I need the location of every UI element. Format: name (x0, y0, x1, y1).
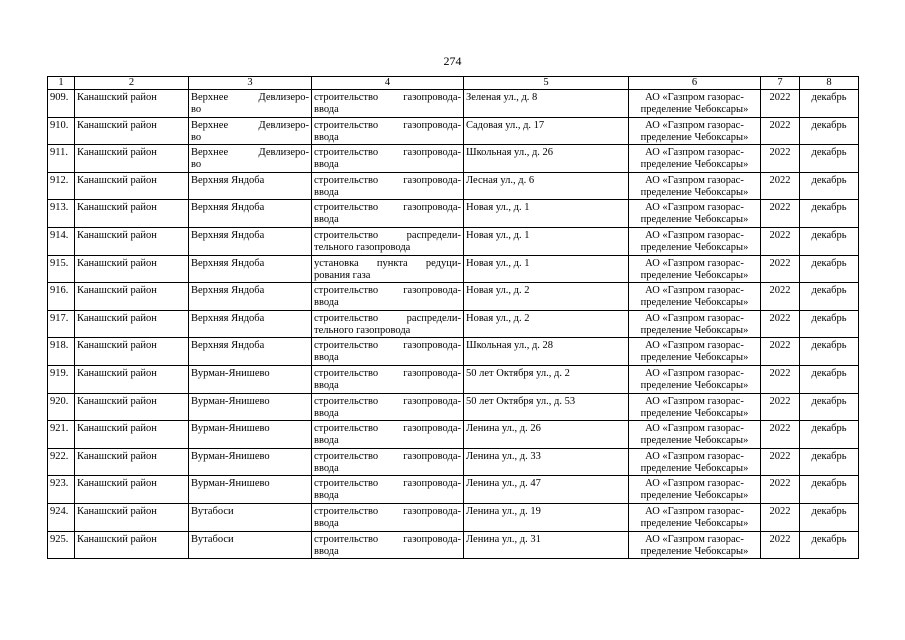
address-cell: 50 лет Октября ул., д. 53 (464, 393, 629, 421)
organization-cell-line: пределение Чебоксары» (640, 407, 749, 419)
table-row (48, 448, 859, 476)
organization-cell-line: АО «Газпром газорас- (645, 505, 744, 517)
organization-cell-line: АО «Газпром газорас- (645, 92, 744, 103)
row-number-cell: 922. (48, 448, 75, 476)
row-number-cell: 909. (48, 90, 75, 118)
month-cell: декабрь (800, 227, 859, 255)
organization-cell (629, 531, 761, 559)
row-number-cell: 920. (48, 393, 75, 421)
work-type-cell (312, 227, 464, 255)
work-type-cell-line: строительство распредели- (314, 312, 461, 324)
organization-cell (629, 421, 761, 449)
year-cell: 2022 (761, 200, 800, 228)
month-cell: декабрь (800, 172, 859, 200)
locality-cell-line: Верхняя Яндоба (191, 340, 265, 352)
organization-cell-line: АО «Газпром газорас- (645, 229, 744, 241)
organization-cell-line: пределение Чебоксары» (640, 490, 749, 502)
locality-cell-line: во (191, 104, 202, 115)
row-number-cell: 917. (48, 310, 75, 338)
locality-cell-line: Верхняя Яндоба (191, 312, 265, 324)
district-cell: Канашский район (75, 283, 189, 311)
organization-cell-line: пределение Чебоксары» (640, 297, 749, 309)
work-type-cell-line: установка пункта редуци- (314, 257, 461, 269)
address-cell: 50 лет Октября ул., д. 2 (464, 365, 629, 393)
month-cell: декабрь (800, 310, 859, 338)
district-cell: Канашский район (75, 310, 189, 338)
locality-cell (189, 90, 312, 118)
work-type-cell-line: строительство газопровода- (314, 367, 461, 379)
address-cell: Ленина ул., д. 19 (464, 503, 629, 531)
work-type-cell-line: ввода (314, 435, 339, 447)
organization-cell (629, 90, 761, 118)
table-row (48, 117, 859, 145)
organization-cell (629, 283, 761, 311)
work-type-cell-line: рования газа (314, 269, 371, 281)
organization-cell (629, 117, 761, 145)
district-cell: Канашский район (75, 531, 189, 559)
organization-cell-line: пределение Чебоксары» (640, 159, 749, 171)
organization-cell (629, 310, 761, 338)
organization-cell (629, 476, 761, 504)
locality-cell-line: Верхняя Яндоба (191, 257, 265, 269)
month-cell: декабрь (800, 338, 859, 366)
work-type-cell-line: ввода (314, 297, 339, 309)
address-cell: Ленина ул., д. 47 (464, 476, 629, 504)
work-type-cell (312, 393, 464, 421)
table-row (48, 476, 859, 504)
locality-cell (189, 476, 312, 504)
district-cell: Канашский район (75, 200, 189, 228)
row-number-cell: 914. (48, 227, 75, 255)
table-row (48, 90, 859, 118)
locality-cell (189, 503, 312, 531)
table-row (48, 365, 859, 393)
work-type-cell (312, 255, 464, 283)
address-cell: Ленина ул., д. 26 (464, 421, 629, 449)
locality-cell (189, 421, 312, 449)
row-number-cell: 925. (48, 531, 75, 559)
work-type-cell-line: строительство газопровода- (314, 174, 461, 186)
work-type-cell (312, 200, 464, 228)
organization-cell-line: пределение Чебоксары» (640, 545, 749, 557)
year-cell: 2022 (761, 421, 800, 449)
row-number-cell: 915. (48, 255, 75, 283)
organization-cell-line: пределение Чебоксары» (640, 324, 749, 336)
column-header: 1 (48, 77, 75, 90)
locality-cell (189, 448, 312, 476)
organization-cell-line: пределение Чебоксары» (640, 269, 749, 281)
row-number-cell: 923. (48, 476, 75, 504)
year-cell: 2022 (761, 365, 800, 393)
organization-cell-line: пределение Чебоксары» (640, 462, 749, 474)
district-cell: Канашский район (75, 172, 189, 200)
work-type-cell-line: ввода (314, 379, 339, 391)
district-cell: Канашский район (75, 90, 189, 118)
year-cell: 2022 (761, 531, 800, 559)
work-type-cell (312, 531, 464, 559)
organization-cell-line: АО «Газпром газорас- (645, 285, 744, 297)
district-cell: Канашский район (75, 365, 189, 393)
work-type-cell-line: строительство газопровода- (314, 395, 461, 407)
month-cell: декабрь (800, 531, 859, 559)
district-cell: Канашский район (75, 448, 189, 476)
month-cell: декабрь (800, 476, 859, 504)
locality-cell (189, 338, 312, 366)
month-cell: декабрь (800, 145, 859, 173)
locality-cell (189, 145, 312, 173)
work-type-cell (312, 448, 464, 476)
organization-cell (629, 393, 761, 421)
address-cell: Ленина ул., д. 33 (464, 448, 629, 476)
organization-cell-line: пределение Чебоксары» (640, 379, 749, 391)
row-number-cell: 910. (48, 117, 75, 145)
table-row (48, 200, 859, 228)
organization-cell-line: пределение Чебоксары» (640, 241, 749, 253)
column-header: 3 (189, 77, 312, 90)
work-type-cell-line: ввода (314, 131, 339, 143)
organization-cell-line: АО «Газпром газорас- (645, 423, 744, 435)
work-type-cell-line: строительство газопровода- (314, 147, 461, 159)
work-type-cell-line: строительство газопровода- (314, 478, 461, 490)
month-cell: декабрь (800, 117, 859, 145)
row-number-cell: 919. (48, 365, 75, 393)
table-row (48, 338, 859, 366)
locality-cell-line: Верхняя Яндоба (191, 174, 265, 186)
table-row (48, 503, 859, 531)
work-type-cell-line: тельного газопровода (314, 241, 411, 253)
row-number-cell: 911. (48, 145, 75, 173)
column-header: 7 (761, 77, 800, 90)
work-type-cell (312, 421, 464, 449)
month-cell: декабрь (800, 393, 859, 421)
address-cell: Школьная ул., д. 26 (464, 145, 629, 173)
work-type-cell-line: ввода (314, 545, 339, 557)
table-row (48, 421, 859, 449)
locality-cell (189, 200, 312, 228)
locality-cell-line: Вурман-Янишево (191, 478, 270, 490)
month-cell: декабрь (800, 90, 859, 118)
table-row (48, 145, 859, 173)
month-cell: декабрь (800, 503, 859, 531)
address-cell: Садовая ул., д. 17 (464, 117, 629, 145)
organization-cell-line: АО «Газпром газорас- (645, 312, 744, 324)
work-type-cell-line: ввода (314, 186, 339, 198)
year-cell: 2022 (761, 90, 800, 118)
work-type-cell (312, 310, 464, 338)
address-cell: Школьная ул., д. 28 (464, 338, 629, 366)
district-cell: Канашский район (75, 227, 189, 255)
year-cell: 2022 (761, 117, 800, 145)
table-row (48, 227, 859, 255)
month-cell: декабрь (800, 448, 859, 476)
district-cell: Канашский район (75, 255, 189, 283)
locality-cell (189, 283, 312, 311)
organization-cell-line: АО «Газпром газорас- (645, 395, 744, 407)
locality-cell-line: во (191, 159, 202, 171)
organization-cell (629, 338, 761, 366)
locality-cell-line: Вурман-Янишево (191, 450, 270, 462)
work-type-cell-line: ввода (314, 159, 339, 171)
organization-cell (629, 200, 761, 228)
address-cell: Лесная ул., д. 6 (464, 172, 629, 200)
work-type-cell-line: строительство газопровода- (314, 285, 461, 297)
address-cell: Новая ул., д. 1 (464, 227, 629, 255)
organization-cell-line: АО «Газпром газорас- (645, 340, 744, 352)
column-header: 8 (800, 77, 859, 90)
locality-cell-line: Верхнее Девлизеро- (191, 119, 309, 131)
work-type-cell-line: строительство распредели- (314, 229, 461, 241)
organization-cell-line: АО «Газпром газорас- (645, 119, 744, 131)
year-cell: 2022 (761, 310, 800, 338)
locality-cell-line: Вутабоси (191, 533, 234, 545)
organization-cell-line: АО «Газпром газорас- (645, 478, 744, 490)
district-cell: Канашский район (75, 338, 189, 366)
locality-cell-line: Верхняя Яндоба (191, 202, 265, 214)
address-cell: Новая ул., д. 1 (464, 255, 629, 283)
organization-cell-line: пределение Чебоксары» (640, 214, 749, 226)
table-row (48, 393, 859, 421)
work-type-cell (312, 283, 464, 311)
work-type-cell-line: ввода (314, 214, 339, 226)
organization-cell (629, 172, 761, 200)
locality-cell (189, 117, 312, 145)
address-cell: Новая ул., д. 2 (464, 283, 629, 311)
organization-cell-line: пределение Чебоксары» (640, 104, 749, 115)
organization-cell (629, 503, 761, 531)
organization-cell-line: пределение Чебоксары» (640, 186, 749, 198)
locality-cell-line: Верхнее Девлизеро- (191, 147, 309, 159)
work-type-cell-line: ввода (314, 462, 339, 474)
organization-cell-line: АО «Газпром газорас- (645, 367, 744, 379)
column-header: 5 (464, 77, 629, 90)
table-row (48, 310, 859, 338)
year-cell: 2022 (761, 283, 800, 311)
organization-cell-line: АО «Газпром газорас- (645, 257, 744, 269)
work-type-cell-line: ввода (314, 490, 339, 502)
locality-cell-line: Вурман-Янишево (191, 423, 270, 435)
row-number-cell: 918. (48, 338, 75, 366)
row-number-cell: 916. (48, 283, 75, 311)
table-body (48, 90, 859, 559)
locality-cell (189, 172, 312, 200)
work-type-cell-line: строительство газопровода- (314, 505, 461, 517)
work-type-cell (312, 365, 464, 393)
organization-cell-line: АО «Газпром газорас- (645, 533, 744, 545)
organization-cell (629, 448, 761, 476)
work-type-cell-line: тельного газопровода (314, 324, 411, 336)
locality-cell-line: Вурман-Янишево (191, 395, 270, 407)
locality-cell (189, 255, 312, 283)
district-cell: Канашский район (75, 117, 189, 145)
work-type-cell-line: ввода (314, 517, 339, 529)
column-number-row (48, 77, 859, 90)
organization-cell (629, 255, 761, 283)
work-type-cell-line: строительство газопровода- (314, 423, 461, 435)
organization-cell (629, 145, 761, 173)
year-cell: 2022 (761, 145, 800, 173)
month-cell: декабрь (800, 421, 859, 449)
organization-cell-line: пределение Чебоксары» (640, 352, 749, 364)
district-cell: Канашский район (75, 393, 189, 421)
organization-cell-line: пределение Чебоксары» (640, 435, 749, 447)
work-type-cell-line: ввода (314, 407, 339, 419)
locality-cell-line: Верхнее Девлизеро- (191, 92, 309, 103)
organization-cell-line: АО «Газпром газорас- (645, 147, 744, 159)
organization-cell-line: АО «Газпром газорас- (645, 174, 744, 186)
district-cell: Канашский район (75, 421, 189, 449)
work-type-cell (312, 476, 464, 504)
locality-cell-line: Вутабоси (191, 505, 234, 517)
row-number-cell: 921. (48, 421, 75, 449)
year-cell: 2022 (761, 448, 800, 476)
year-cell: 2022 (761, 227, 800, 255)
month-cell: декабрь (800, 255, 859, 283)
work-type-cell-line: ввода (314, 352, 339, 364)
work-type-cell (312, 172, 464, 200)
work-type-cell-line: строительство газопровода- (314, 92, 461, 103)
year-cell: 2022 (761, 503, 800, 531)
work-type-cell (312, 90, 464, 118)
year-cell: 2022 (761, 172, 800, 200)
locality-cell-line: Верхняя Яндоба (191, 229, 265, 241)
organization-cell-line: АО «Газпром газорас- (645, 202, 744, 214)
district-cell: Канашский район (75, 503, 189, 531)
address-cell: Зеленая ул., д. 8 (464, 90, 629, 118)
work-type-cell (312, 145, 464, 173)
month-cell: декабрь (800, 365, 859, 393)
locality-cell-line: Вурман-Янишево (191, 367, 270, 379)
address-cell: Новая ул., д. 1 (464, 200, 629, 228)
month-cell: декабрь (800, 283, 859, 311)
table-row (48, 283, 859, 311)
year-cell: 2022 (761, 338, 800, 366)
locality-cell (189, 310, 312, 338)
work-type-cell (312, 503, 464, 531)
locality-cell (189, 365, 312, 393)
gasification-schedule-table (47, 76, 859, 559)
work-type-cell-line: строительство газопровода- (314, 202, 461, 214)
organization-cell-line: АО «Газпром газорас- (645, 450, 744, 462)
district-cell: Канашский район (75, 145, 189, 173)
table-row (48, 172, 859, 200)
row-number-cell: 924. (48, 503, 75, 531)
month-cell: декабрь (800, 200, 859, 228)
locality-cell-line: во (191, 131, 202, 143)
year-cell: 2022 (761, 476, 800, 504)
district-cell: Канашский район (75, 476, 189, 504)
address-cell: Новая ул., д. 2 (464, 310, 629, 338)
table-row (48, 531, 859, 559)
locality-cell (189, 531, 312, 559)
work-type-cell-line: строительство газопровода- (314, 119, 461, 131)
locality-cell (189, 393, 312, 421)
organization-cell (629, 365, 761, 393)
locality-cell-line: Верхняя Яндоба (191, 285, 265, 297)
row-number-cell: 913. (48, 200, 75, 228)
work-type-cell-line: строительство газопровода- (314, 340, 461, 352)
organization-cell (629, 227, 761, 255)
year-cell: 2022 (761, 393, 800, 421)
locality-cell (189, 227, 312, 255)
work-type-cell (312, 117, 464, 145)
work-type-cell-line: строительство газопровода- (314, 533, 461, 545)
organization-cell-line: пределение Чебоксары» (640, 517, 749, 529)
table-row (48, 255, 859, 283)
row-number-cell: 912. (48, 172, 75, 200)
column-header: 6 (629, 77, 761, 90)
organization-cell-line: пределение Чебоксары» (640, 131, 749, 143)
column-header: 2 (75, 77, 189, 90)
address-cell: Ленина ул., д. 31 (464, 531, 629, 559)
work-type-cell (312, 338, 464, 366)
column-header: 4 (312, 77, 464, 90)
work-type-cell-line: ввода (314, 104, 339, 115)
work-type-cell-line: строительство газопровода- (314, 450, 461, 462)
year-cell: 2022 (761, 255, 800, 283)
page-number: 274 (443, 54, 462, 68)
